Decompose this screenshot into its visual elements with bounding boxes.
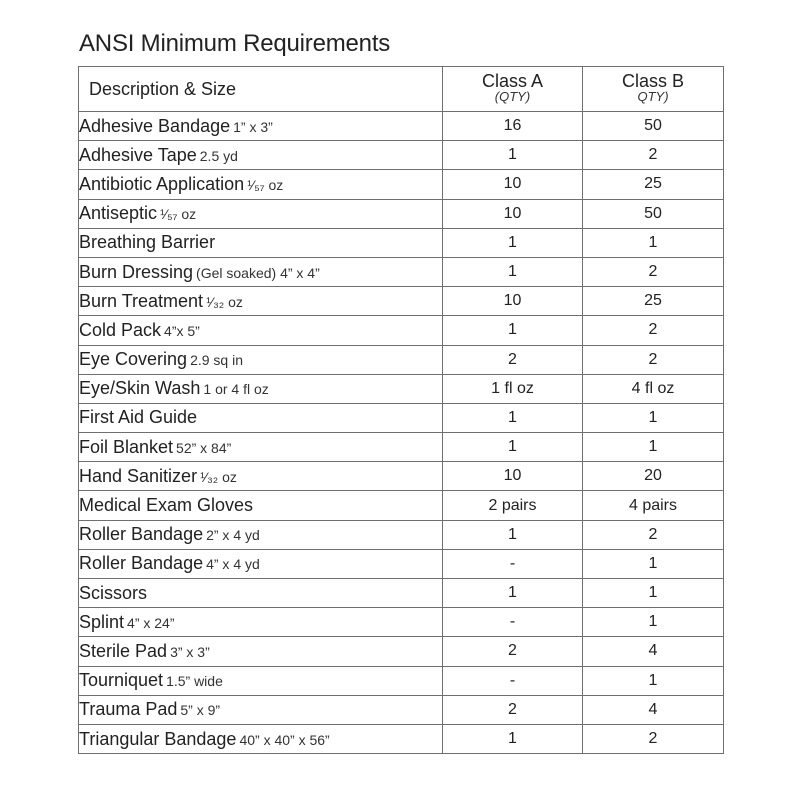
table-row (79, 141, 724, 170)
class-b-qty: 50 (583, 112, 724, 141)
table-row (79, 257, 724, 286)
class-b-qty: 4 (583, 695, 724, 724)
header-class-a (443, 67, 583, 112)
class-b-qty: 25 (583, 287, 724, 316)
item-description (79, 287, 443, 316)
class-a-qty: 1 (443, 228, 583, 257)
class-b-qty: 1 (583, 228, 724, 257)
class-b-qty: 4 (583, 637, 724, 666)
page-title: ANSI Minimum Requirements (79, 30, 391, 57)
item-name: Eye/Skin Wash (79, 378, 201, 399)
header-class-b (583, 67, 724, 112)
item-description (79, 579, 443, 608)
class-b-qty: 50 (583, 199, 724, 228)
item-size: ¹⁄₅₇ oz (247, 176, 284, 193)
class-b-qty: 2 (583, 520, 724, 549)
item-size: ¹⁄₅₇ oz (160, 206, 197, 223)
item-description (79, 141, 443, 170)
item-name: Adhesive Tape (79, 144, 197, 165)
item-name: Eye Covering (79, 349, 188, 370)
class-b-qty: 2 (583, 724, 724, 753)
class-a-qty: 10 (443, 287, 583, 316)
item-size: ¹⁄₃₂ oz (200, 468, 237, 485)
table-row (79, 637, 724, 666)
item-name: First Aid Guide (79, 407, 198, 428)
item-description (79, 666, 443, 695)
table-row (79, 608, 724, 637)
item-size: 40” x 40” x 56” (239, 731, 330, 748)
class-b-qty: 4 pairs (583, 491, 724, 520)
item-size: 4” x 24” (127, 614, 175, 631)
table-row (79, 666, 724, 695)
class-a-qty: 1 (443, 257, 583, 286)
table-row (79, 170, 724, 199)
table-row (79, 433, 724, 462)
item-description (79, 608, 443, 637)
table-row (79, 695, 724, 724)
item-name: Foil Blanket (79, 436, 174, 457)
item-description (79, 433, 443, 462)
class-a-qty: 2 (443, 345, 583, 374)
item-name: Medical Exam Gloves (79, 495, 254, 516)
item-name: Burn Treatment (79, 290, 204, 311)
class-b-qty: 2 (583, 257, 724, 286)
item-name: Scissors (79, 582, 148, 603)
class-b-qty: 2 (583, 141, 724, 170)
item-name: Cold Pack (79, 319, 162, 340)
class-a-qty: 1 (443, 403, 583, 432)
item-description (79, 374, 443, 403)
class-b-qty: 1 (583, 549, 724, 578)
class-a-qty: 1 (443, 724, 583, 753)
class-b-qty: 1 (583, 433, 724, 462)
item-size: 3” x 3” (170, 643, 210, 660)
class-a-qty: 2 (443, 695, 583, 724)
table-row (79, 374, 724, 403)
class-b-qty: 2 (583, 316, 724, 345)
item-name: Roller Bandage (79, 553, 204, 574)
item-name: Splint (79, 611, 125, 632)
item-size: 1 or 4 fl oz (203, 381, 269, 398)
item-size: (Gel soaked) 4” x 4” (196, 264, 320, 281)
item-description (79, 257, 443, 286)
item-description (79, 316, 443, 345)
item-size: 2.9 sq in (190, 352, 243, 369)
item-size: 1” x 3” (233, 118, 273, 135)
item-size: ¹⁄₃₂ oz (206, 293, 243, 310)
item-name: Burn Dressing (79, 261, 194, 282)
class-b-qty: 4 fl oz (583, 374, 724, 403)
item-description (79, 549, 443, 578)
header-description: Description & Size (79, 67, 443, 112)
class-b-qty: 1 (583, 608, 724, 637)
item-description (79, 345, 443, 374)
class-a-qty: - (443, 608, 583, 637)
table-row (79, 287, 724, 316)
item-description (79, 637, 443, 666)
class-a-qty: 1 (443, 433, 583, 462)
header-class-a-label: Class A (481, 71, 544, 91)
class-a-qty: 2 pairs (443, 491, 583, 520)
class-a-qty: - (443, 549, 583, 578)
class-a-qty: 1 (443, 520, 583, 549)
item-description (79, 491, 443, 520)
table-row (79, 345, 724, 374)
item-name: Triangular Bandage (79, 728, 237, 749)
item-name: Trauma Pad (79, 699, 178, 720)
class-b-qty: 20 (583, 462, 724, 491)
item-description (79, 695, 443, 724)
class-a-qty: 1 (443, 316, 583, 345)
class-b-qty: 1 (583, 666, 724, 695)
class-b-qty: 25 (583, 170, 724, 199)
class-b-qty: 1 (583, 579, 724, 608)
item-size: 5” x 9” (180, 702, 221, 719)
table-header-row (79, 67, 724, 112)
requirements-table (78, 66, 724, 754)
class-a-qty: 2 (443, 637, 583, 666)
class-a-qty: 16 (443, 112, 583, 141)
header-class-b-sub: QTY) (637, 89, 669, 104)
class-b-qty: 2 (583, 345, 724, 374)
class-a-qty: 10 (443, 199, 583, 228)
item-name: Antiseptic (79, 203, 158, 224)
item-size: 2” x 4 yd (206, 527, 260, 544)
item-description (79, 170, 443, 199)
item-name: Antibiotic Application (79, 173, 245, 194)
item-description (79, 520, 443, 549)
header-class-a-sub: (QTY) (494, 89, 531, 104)
table-body (79, 112, 724, 754)
table-row (79, 316, 724, 345)
class-a-qty: 1 fl oz (443, 374, 583, 403)
item-size: 2.5 yd (199, 147, 238, 164)
item-name: Adhesive Bandage (79, 115, 231, 136)
item-size: 4”x 5” (164, 322, 200, 339)
class-a-qty: 1 (443, 141, 583, 170)
item-name: Breathing Barrier (79, 232, 216, 253)
item-description (79, 228, 443, 257)
table-row (79, 579, 724, 608)
class-a-qty: 10 (443, 170, 583, 199)
header-class-b-label: Class B (621, 71, 684, 91)
item-description (79, 112, 443, 141)
table-row (79, 462, 724, 491)
table-row (79, 520, 724, 549)
table-row (79, 228, 724, 257)
class-b-qty: 1 (583, 403, 724, 432)
item-description (79, 724, 443, 753)
table-row (79, 491, 724, 520)
class-a-qty: - (443, 666, 583, 695)
item-name: Tourniquet (79, 670, 164, 691)
item-description (79, 199, 443, 228)
table-row (79, 724, 724, 753)
item-description (79, 403, 443, 432)
item-size: 4” x 4 yd (206, 556, 260, 573)
class-a-qty: 1 (443, 579, 583, 608)
item-name: Sterile Pad (79, 640, 168, 661)
class-a-qty: 10 (443, 462, 583, 491)
table-row (79, 403, 724, 432)
item-name: Hand Sanitizer (79, 465, 198, 486)
item-description (79, 462, 443, 491)
table-row (79, 112, 724, 141)
item-size: 1.5” wide (166, 673, 223, 690)
table-row (79, 549, 724, 578)
item-size: 52” x 84” (176, 439, 232, 456)
item-name: Roller Bandage (79, 524, 204, 545)
table-row (79, 199, 724, 228)
